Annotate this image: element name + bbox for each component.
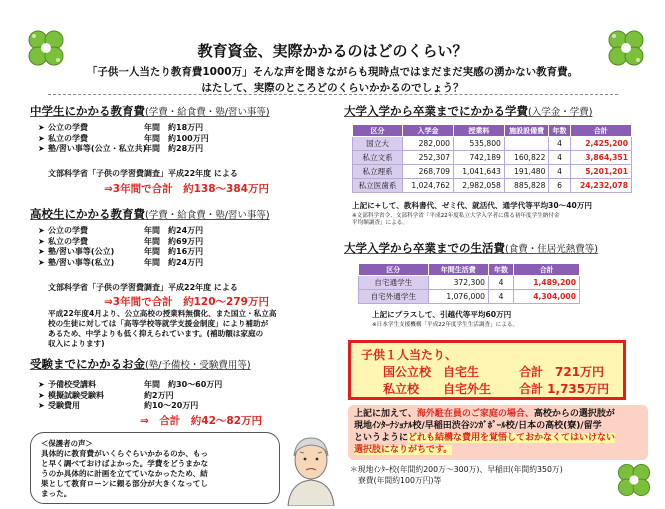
table-row: 私立理系 268,709 1,041,643 191,480 4 5,201,201 <box>353 165 632 179</box>
intro-line-1: 「子供一人当たり教育費1000万」そんな声を聞きながらも現時点ではまだまだ実感の湧かない教育費。 <box>86 66 579 78</box>
exam-heading-text: 受験までにかかるお金 <box>30 357 145 371</box>
overseas-info-box: 上記に加えて、海外駐在員のご家庭の場合、高校からの選択肢が 現地ｲﾝﾀｰﾅｼｮﾅﾙ校/早稲田渋谷ｼﾝｶﾞﾎﾟｰﾙ校/日本の高校(寮)/留学 というようにどれも結構な費用を覚悟しておかなくてはいけない 選択肢になりがちです。 <box>348 405 648 460</box>
list-item: ➤ 受験費用 約10～20万円 <box>38 401 199 410</box>
list-item: ➤ 私立の学費 年間 約100万円 <box>38 133 209 143</box>
summary-row-total: 合計 1,735万円 <box>519 382 610 396</box>
list-item: ➤ 塾/習い事等(私立) 年間 約24万円 <box>38 257 204 267</box>
bullet-arrow-icon: ➤ <box>38 380 45 389</box>
junior-high-heading-text: 中学生にかかる教育費 <box>30 104 145 118</box>
summary-heading: 子供１人当たり、 <box>361 348 458 362</box>
univ-tuition-heading <box>344 103 592 119</box>
list-item: ➤ 塾/習い事等(公立・私立共) 年間 約28万円 <box>38 144 204 153</box>
high-school-heading-sub: (学費・給食費・塾/習い事等) <box>145 210 270 221</box>
table-row: 私立医歯系 1,024,762 2,982,058 885,828 6 24,232,078 <box>353 179 632 193</box>
univ-living-note: 上記にプラスして、引越代等平均60万円 <box>372 310 512 319</box>
summary-box <box>348 340 626 400</box>
table-header-row: 区分 入学金 授業料 施設設備費 年数 合計 <box>353 125 632 137</box>
grandmother-illustration <box>282 430 340 506</box>
bullet-arrow-icon: ➤ <box>38 236 45 246</box>
table-row: 国立大 282,000 535,800 4 2,425,200 <box>353 137 632 151</box>
high-school-note: 平成22年度4月より、公立高校の授業料無償化、また国立・私立高 校の生徒に対しては「高等学校等就学支援金制度」により補助が あるため、中学よりも低く抑えられています。(補助額は家庭の 収入によります) <box>48 309 277 348</box>
intro-line-2: はたして、実際のところどのくらいかかるのでしょう？ <box>201 82 464 94</box>
exam-heading-sub: (塾/予備校・受験費用等) <box>145 360 251 371</box>
univ-tuition-note: 上記に+して、教科書代、ゼミ代、就活代、通学代等平均30～40万円 <box>352 201 592 210</box>
junior-high-heading-sub: (学費・給食費・塾/習い事等) <box>145 107 270 118</box>
list-item: ➤ 私立の学費 年間 約69万円 <box>38 236 204 246</box>
list-item: ➤ 塾/習い事等(公立) 年間 約16万円 <box>38 247 204 256</box>
exam-heading <box>30 356 251 372</box>
list-item: ➤ 模擬試験受験料 約2万円 <box>38 390 174 400</box>
list-item: ➤ 公立の学費 年間 約18万円 <box>38 123 204 132</box>
bullet-arrow-icon: ➤ <box>38 133 45 143</box>
table-row: 私立文系 252,307 742,189 160,822 4 3,864,351 <box>353 151 632 165</box>
univ-tuition-heading-text: 大学入学から卒業までにかかる学費 <box>344 104 528 118</box>
summary-row-label: 私立校 自宅外生 <box>383 382 492 396</box>
univ-living-heading-text: 大学入学から卒業までの生活費 <box>344 241 505 255</box>
high-school-heading <box>30 206 270 222</box>
list-item: ➤ 公立の学費 年間 約24万円 <box>38 226 204 235</box>
guardian-voice-header: ＜保護者の声＞ <box>41 439 93 448</box>
univ-tuition-heading-sub: (入学金・学費) <box>528 107 593 118</box>
bullet-arrow-icon: ➤ <box>38 144 45 153</box>
table-row: 自宅通学生 372,300 4 1,489,200 <box>359 276 580 290</box>
overseas-footnote-2: 寮費(年間約100万円)等 <box>358 476 442 485</box>
high-school-source: 文部科学省「子供の学習費調査」平成22年度 による <box>48 283 238 292</box>
table-header-row: 区分 年間生活費 年数 合計 <box>359 264 580 276</box>
guardian-voice-bubble: ＜保護者の声＞ 具体的に教育費がいくらぐらいかかるのか、もっ と早く調べておけばよかった。学費をどうまかな うのか具体的に計画を立てていなかったため、結 果として教育ローンに頼る部分が大きくなってし まった。 <box>30 432 280 504</box>
junior-high-total: ⇒3年間で合計 約138～384万円 <box>104 183 269 195</box>
exam-total: ⇒ 合計 約42～82万円 <box>140 415 263 427</box>
univ-living-heading-sub: (食費・住居光熱費等) <box>505 244 598 255</box>
univ-living-table <box>358 263 580 304</box>
page-title: 教育資金、実際かかるのはどのくらい？ <box>197 42 468 60</box>
table-row: 自宅外通学生 1,076,000 4 4,304,000 <box>359 290 580 304</box>
junior-high-heading <box>30 103 270 119</box>
junior-high-source: 文部科学省「子供の学習費調査」平成22年度 による <box>48 169 238 178</box>
high-school-cost-list <box>38 226 203 268</box>
bullet-arrow-icon: ➤ <box>38 257 45 267</box>
bullet-arrow-icon: ➤ <box>38 401 45 410</box>
summary-row-total: 合計 721万円 <box>519 365 605 379</box>
exam-cost-list <box>38 380 222 412</box>
univ-tuition-footnote: ※文部科学省令、文部科学省「平成22年度私立大学入学者に係る初年度学生納付金 平均額調査」による。 <box>352 213 560 226</box>
high-school-total: ⇒3年間で合計 約120～279万円 <box>104 296 269 308</box>
clover-bottom-right-decoration <box>612 458 656 502</box>
univ-living-footnote: ※日本学生支援機構「平成22年度学生生活調査」による。 <box>372 322 519 328</box>
high-school-heading-text: 高校生にかかる教育費 <box>30 207 145 221</box>
bullet-arrow-icon: ➤ <box>38 123 45 132</box>
univ-living-heading <box>344 240 598 256</box>
summary-row-label: 国公立校 自宅生 <box>383 365 480 379</box>
list-item: ➤ 予備校受講料 年間 約30～60万円 <box>38 380 223 389</box>
divider <box>48 94 618 95</box>
bullet-arrow-icon: ➤ <box>38 226 45 235</box>
overseas-footnote-1: ＊現地ｲﾝﾀｰ校(年間約200万～300万)、早稲田(年間約350万) <box>350 465 563 474</box>
bullet-arrow-icon: ➤ <box>38 390 45 400</box>
univ-tuition-table <box>352 124 632 193</box>
junior-high-cost-list <box>38 123 209 155</box>
bullet-arrow-icon: ➤ <box>38 247 45 256</box>
